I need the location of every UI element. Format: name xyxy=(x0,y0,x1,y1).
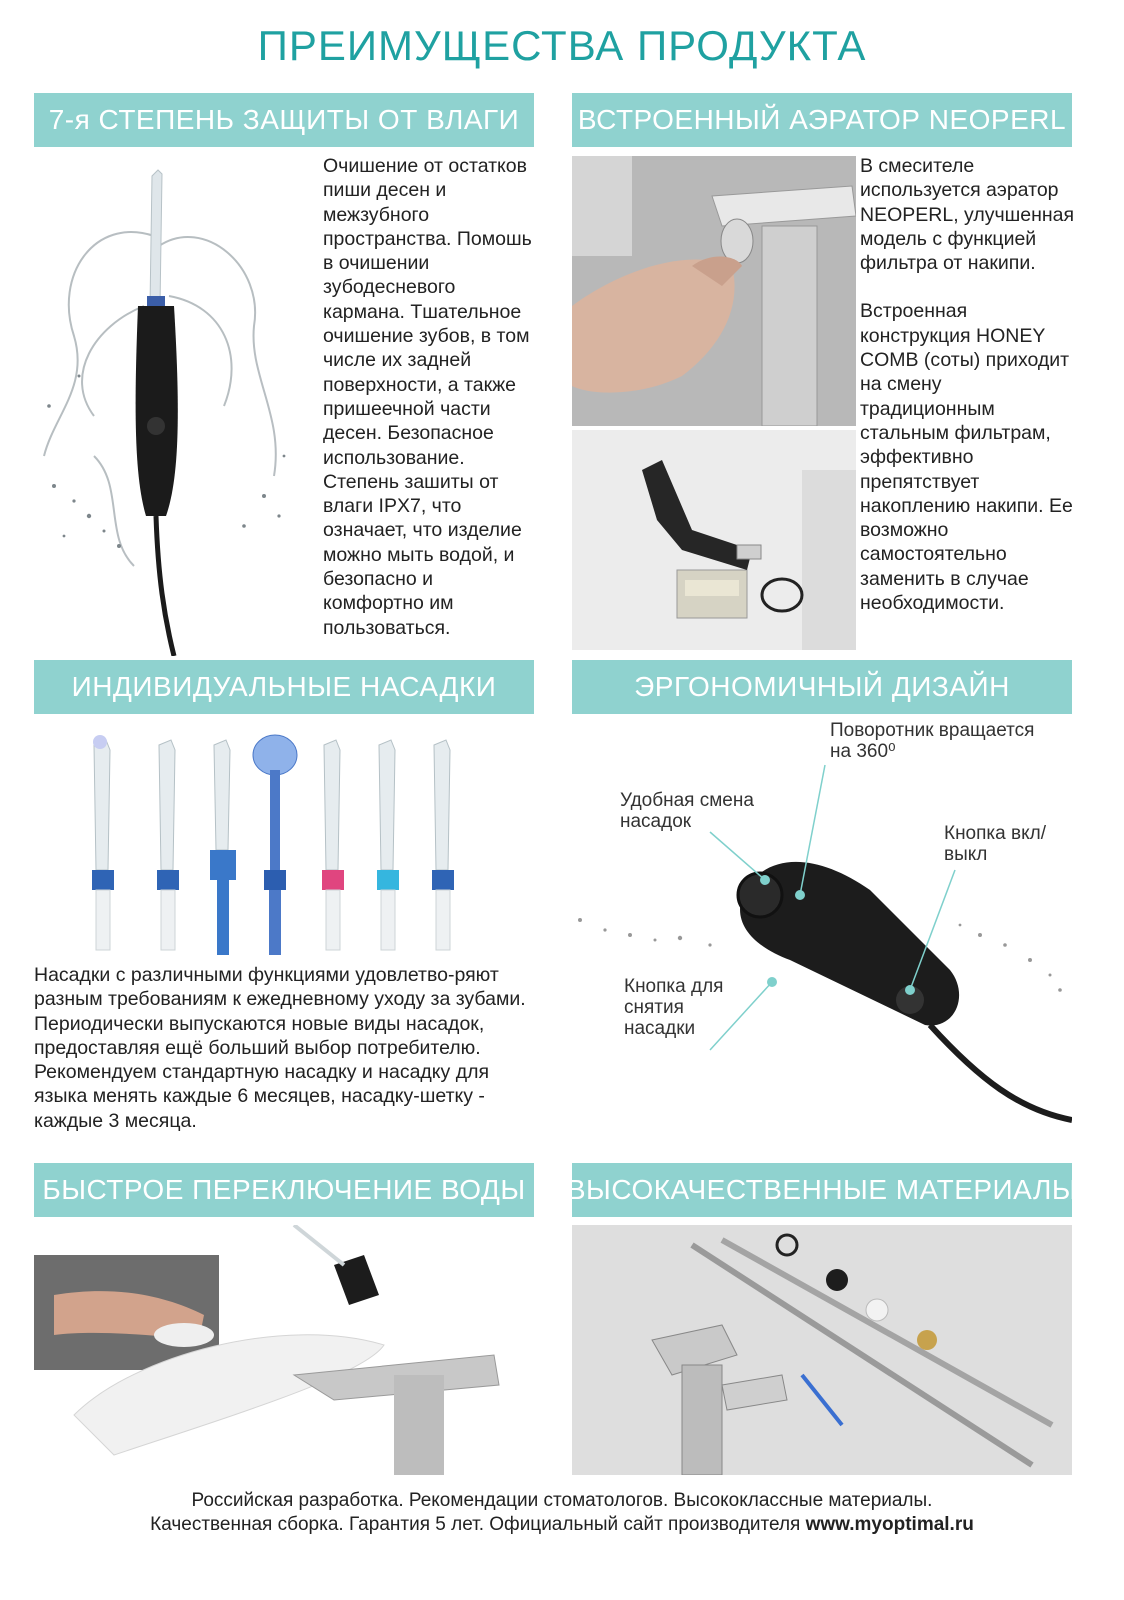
switch-photo xyxy=(34,1225,534,1475)
callout-rotate: Поворотник вращается на 360⁰ xyxy=(830,720,1035,762)
irrigator-water-photo xyxy=(34,156,319,656)
callout-release-button: Кнопка для снятия насадки xyxy=(624,976,724,1039)
aerator-description-1: В смесителе используется аэратор NEOPERL, улучшенная модель с функцией фильтра от накипи. xyxy=(860,155,1075,275)
protection-text xyxy=(323,154,538,640)
callout-power-button: Кнопка вкл/выкл xyxy=(944,823,1046,865)
section-header-protection: 7-я СТЕПЕНЬ ЗАЩИТЫ ОТ ВЛАГИ xyxy=(34,93,534,147)
page-title: ПРЕИМУЩЕСТВА ПРОДУКТА xyxy=(257,22,867,69)
nozzles-photo xyxy=(34,720,534,960)
protection-description: Очишение от остатков пиши десен и межзубного пространства. Помошь в очишении зубодесневого кармана. Тшательное очишение зубов, в том числе их задней поверхности, а также пришеечной части десен. Безопасное использование. Степень зашиты от влаги IPX7, что означает, что изделие можно мыть водой, и безопасно и комфортно им пользоваться. xyxy=(323,155,532,639)
section-header-nozzles: ИНДИВИДУАЛЬНЫЕ НАСАДКИ xyxy=(34,660,534,714)
section-header-aerator: ВСТРОЕННЫЙ АЭРАТОР NEOPERL xyxy=(572,93,1072,147)
section-header-switch: БЫСТРОЕ ПЕРЕКЛЮЧЕНИЕ ВОДЫ xyxy=(34,1163,534,1217)
footer-line-2 xyxy=(0,1514,1124,1536)
footer-line-2-text: Качественная сборка. Гарантия 5 лет. Официальный сайт производителя xyxy=(150,1514,806,1535)
aerator-hand-photo xyxy=(572,156,856,426)
ergonomic-photo xyxy=(560,720,1072,1160)
nozzles-description: Насадки с различными функциями удовлетво-ряют разным требованиям к ежедневному уходу за зубами. Периодически выпускаются новые виды насадок, предоставляя ещё больший выбор потребителю. Рекомендуем стандартную насадку и насадку для языка менять каждые 6 месяцев, насадку-шетку - каждые 3 месяца. xyxy=(34,964,526,1132)
section-header-materials: ВЫСОКАЧЕСТВЕННЫЕ МАТЕРИАЛЫ xyxy=(572,1163,1072,1217)
callout-nozzle-change: Удобная смена насадок xyxy=(620,790,754,832)
section-header-ergonomic: ЭРГОНОМИЧНЫЙ ДИЗАЙН xyxy=(572,660,1072,714)
website-link[interactable]: www.myoptimal.ru xyxy=(805,1514,974,1535)
footer-line-1: Российская разработка. Рекомендации стоматологов. Высококлассные материалы. xyxy=(191,1490,933,1511)
aerator-description-2: Встроенная конструкция HONEY COMB (соты) приходит на смену традиционным стальным фильтрам, эффективно препятствует накоплению накипи. Ее возможно самостоятельно заменить в случае необходимости. xyxy=(860,300,1073,615)
nozzles-text xyxy=(34,963,544,1133)
materials-photo xyxy=(572,1225,1072,1475)
aerator-cartridge-photo xyxy=(572,430,856,650)
aerator-text xyxy=(860,154,1080,615)
